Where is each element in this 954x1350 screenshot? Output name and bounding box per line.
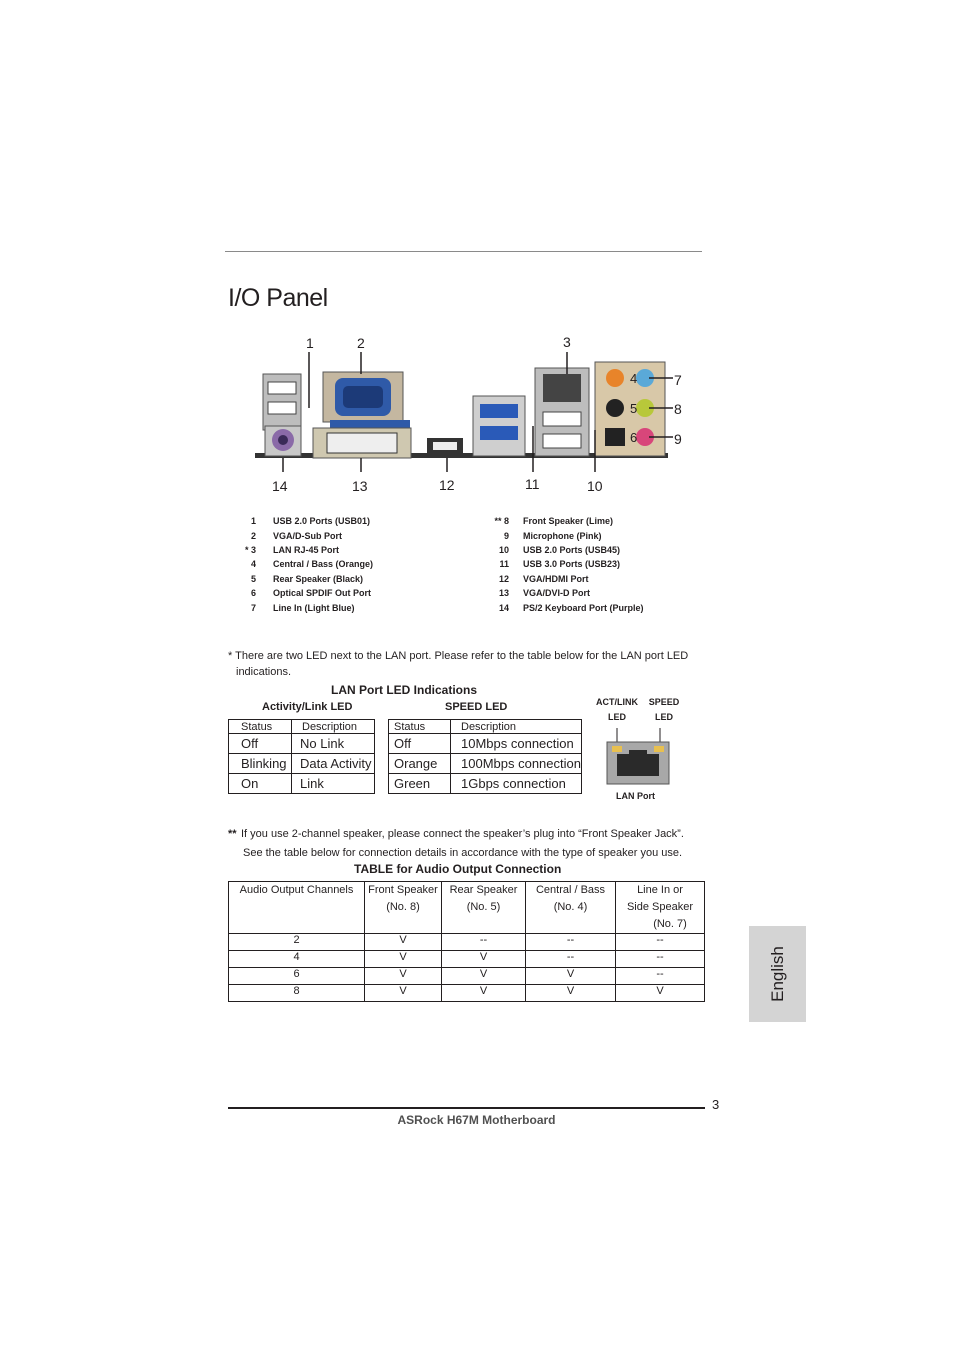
legend-num: ** 8 (494, 516, 509, 526)
legend-num: 10 (498, 545, 509, 555)
callout-13: 13 (352, 478, 368, 494)
table-cell: Off (229, 734, 292, 754)
speaker-note-line2: See the table below for connection details in accordance with the type of speaker you use. (243, 847, 683, 859)
callout-5: 5 (630, 401, 638, 416)
table-cell: V (442, 985, 526, 1002)
callout-12: 12 (439, 477, 455, 493)
legend-label: VGA/D-Sub Port (273, 531, 342, 541)
table-cell: Green (389, 774, 451, 794)
table-row (229, 985, 705, 1002)
table-header: Status (229, 720, 292, 734)
table-cell: 6 (229, 968, 365, 985)
table-cell: -- (616, 934, 705, 951)
legend-label: LAN RJ-45 Port (273, 545, 340, 555)
legend-label: Rear Speaker (Black) (273, 574, 364, 584)
legend-right (487, 516, 687, 626)
legend-num: 11 (499, 559, 509, 569)
table-row (229, 968, 705, 985)
lan-port-caption: LAN Port (616, 791, 655, 801)
audio-output-table (228, 881, 705, 1002)
table-cell: -- (526, 951, 616, 968)
header-line: Audio Output Channels (239, 884, 354, 896)
footer-product-name: ASRock H67M Motherboard (397, 1113, 556, 1127)
table-header: Description (451, 720, 582, 734)
table-cell: Off (389, 734, 451, 754)
table-cell: -- (526, 934, 616, 951)
table-cell: V (365, 985, 442, 1002)
header-line: Central / Bass (535, 884, 606, 896)
legend-label: Line In (Light Blue) (273, 603, 355, 613)
table-header (616, 882, 705, 934)
table-header (526, 882, 616, 934)
callout-3: 3 (563, 334, 571, 350)
language-side-tab (749, 926, 806, 1022)
legend-label: VGA/HDMI Port (523, 574, 589, 584)
speed-led-label (645, 697, 683, 722)
callout-1: 1 (306, 335, 314, 351)
table-row (229, 934, 705, 951)
callout-9: 9 (674, 431, 682, 447)
callout-6: 6 (630, 430, 638, 445)
legend-num: 6 (250, 588, 256, 598)
lan-table-title: LAN Port LED Indications (331, 683, 478, 697)
table-cell: 100Mbps connection (451, 754, 582, 774)
legend-num: 4 (250, 559, 256, 569)
speed-label-line2: LED (655, 712, 673, 722)
table-cell: 8 (229, 985, 365, 1002)
header-line: Line In or (637, 884, 683, 896)
table-header: Status (389, 720, 451, 734)
table-cell: V (526, 985, 616, 1002)
legend-label: Optical SPDIF Out Port (273, 588, 372, 598)
bottom-rule (228, 1107, 705, 1109)
activity-led-table (228, 719, 375, 794)
table-header (442, 882, 526, 934)
table-cell: 10Mbps connection (451, 734, 582, 754)
table-header: Description (292, 720, 375, 734)
table-cell: V (442, 968, 526, 985)
table-row (229, 951, 705, 968)
page-number: 3 (712, 1097, 720, 1112)
act-link-led-label (594, 697, 640, 722)
header-line: Rear Speaker (449, 884, 518, 896)
speed-label-line1: SPEED (648, 697, 680, 707)
header-line: (No. 8) (386, 901, 420, 913)
table-cell: 2 (229, 934, 365, 951)
legend-num: 2 (250, 531, 256, 541)
io-panel-diagram (255, 330, 695, 500)
table-cell: V (526, 968, 616, 985)
legend-label: Central / Bass (Orange) (273, 559, 374, 569)
callout-8: 8 (674, 401, 682, 417)
callout-4: 4 (630, 371, 638, 386)
legend-num: 5 (250, 574, 256, 584)
table-cell: On (229, 774, 292, 794)
page-title: I/O Panel (228, 284, 328, 312)
table-cell: 4 (229, 951, 365, 968)
header-line: (No. 4) (553, 901, 588, 913)
table-cell: -- (442, 934, 526, 951)
table-cell: V (365, 951, 442, 968)
legend-label: VGA/DVI-D Port (523, 588, 591, 598)
legend-label: USB 3.0 Ports (USB23) (523, 559, 621, 569)
speaker-note-mark: ** (228, 828, 237, 840)
table-cell: V (365, 934, 442, 951)
table-cell: No Link (292, 734, 375, 754)
legend-label: PS/2 Keyboard Port (Purple) (523, 603, 644, 613)
callout-10: 10 (587, 478, 603, 494)
table-cell: 1Gbps connection (451, 774, 582, 794)
lan-port-icon (603, 726, 671, 788)
table-cell: V (365, 968, 442, 985)
lan-note-line1: * There are two LED next to the LAN port. Please refer to the table below for the LAN port LED (228, 650, 689, 662)
table-cell: V (442, 951, 526, 968)
legend-label: USB 2.0 Ports (USB45) (523, 545, 621, 555)
activity-led-title: Activity/Link LED (262, 701, 353, 713)
audio-table-title: TABLE for Audio Output Connection (354, 862, 562, 876)
legend-label: Microphone (Pink) (523, 531, 602, 541)
legend-num: * 3 (244, 545, 256, 555)
table-cell: Link (292, 774, 375, 794)
table-cell: V (616, 985, 705, 1002)
legend-num: 13 (498, 588, 509, 598)
legend-num: 9 (503, 531, 509, 541)
callout-14: 14 (272, 478, 288, 494)
legend-label: Front Speaker (Lime) (523, 516, 614, 526)
header-line: (No. 5) (466, 901, 501, 913)
speed-led-title: SPEED LED (445, 701, 508, 713)
table-cell: -- (616, 951, 705, 968)
table-header (229, 882, 365, 934)
legend-num: 1 (250, 516, 256, 526)
table-cell: Orange (389, 754, 451, 774)
table-cell: Blinking (229, 754, 292, 774)
legend-num: 12 (498, 574, 509, 584)
table-header (365, 882, 442, 934)
legend-label: USB 2.0 Ports (USB01) (273, 516, 371, 526)
legend-left (234, 516, 474, 626)
header-line: Side Speaker (626, 901, 694, 913)
header-line: (No. 7) (653, 918, 687, 930)
table-cell: -- (616, 968, 705, 985)
language-label: English (767, 946, 787, 1002)
callout-7: 7 (674, 372, 682, 388)
table-cell: Data Activity (292, 754, 375, 774)
act-link-label-line2: LED (608, 712, 626, 722)
header-line: Front Speaker (368, 884, 438, 896)
legend-num: 14 (498, 603, 509, 613)
legend-num: 7 (250, 603, 256, 613)
act-link-label-line1: ACT/LINK (596, 697, 638, 707)
callout-11: 11 (525, 476, 540, 492)
speaker-note-line1: If you use 2-channel speaker, please connect the speaker’s plug into “Front Speaker Jack”. (241, 828, 684, 840)
top-rule (225, 251, 702, 252)
speed-led-table (388, 719, 582, 794)
callout-2: 2 (357, 335, 365, 351)
lan-note-line2: indications. (236, 666, 292, 678)
